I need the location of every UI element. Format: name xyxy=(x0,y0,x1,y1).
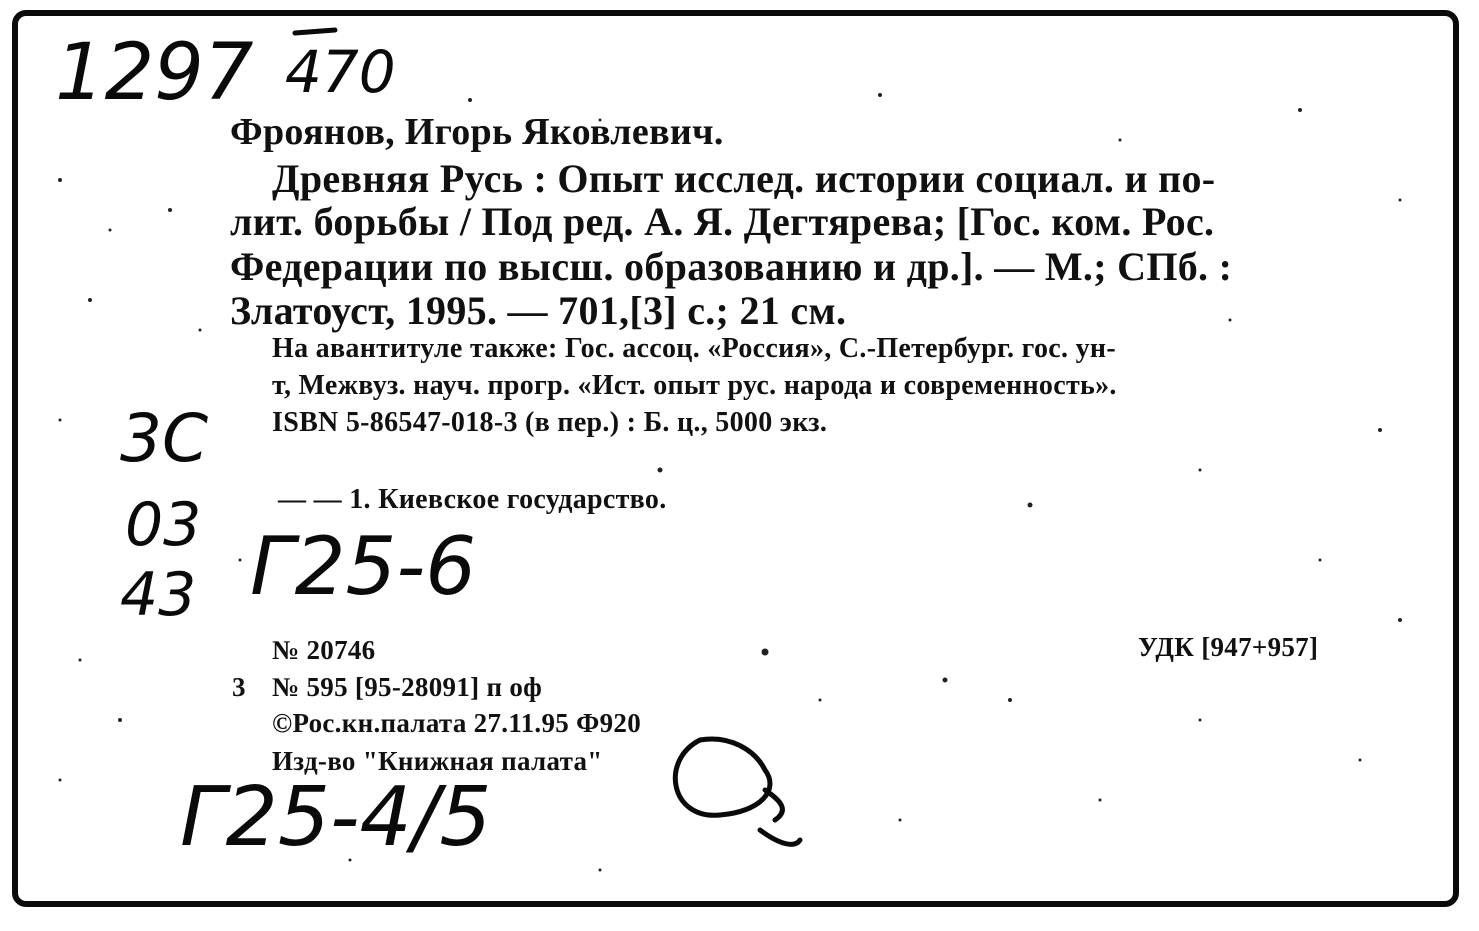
order-line: № 595 [95-28091] п оф xyxy=(272,672,543,702)
card-number: № 20746 xyxy=(272,635,376,665)
isbn-line: ISBN 5-86547-018-3 (в пер.) : Б. ц., 5000 экз. xyxy=(272,407,828,438)
note-line: На авантитуле также: Гос. ассоц. «Россия», С.-Петербург. гос. ун- xyxy=(272,333,1116,364)
copyright-line: ©Рос.кн.палата 27.11.95 Ф920 xyxy=(272,708,642,738)
title-line: Древняя Русь : Опыт исслед. истории социал. и по- xyxy=(272,156,1216,201)
handwritten-shelf-mark: Г25-4/5 xyxy=(180,770,492,865)
order-prefix: 3 xyxy=(232,672,246,702)
handwritten-shelf-number: 470 xyxy=(285,38,396,106)
handwritten-catalog-number: 1297 xyxy=(55,28,254,118)
note-line: т, Межвуз. науч. прогр. «Ист. опыт рус. народа и современность». xyxy=(272,370,1117,401)
handwritten-margin-mark: 03 xyxy=(125,490,202,560)
publisher-line: Изд-во "Книжная палата" xyxy=(272,746,603,776)
author-heading: Фроянов, Игорь Яковлевич. xyxy=(230,111,724,153)
handwritten-shelf-mark: Г25-6 xyxy=(250,520,477,613)
title-line: Федерации по высш. образованию и др.]. — М.; СПб. : xyxy=(230,244,1233,289)
title-line: Златоуст, 1995. — 701,[3] с.; 21 см. xyxy=(230,288,847,333)
udc-code: УДК [947+957] xyxy=(1138,632,1319,662)
subject-heading: — — 1. Киевское государство. xyxy=(278,484,667,515)
handwritten-margin-mark: 3С xyxy=(120,400,209,477)
title-line: лит. борьбы / Под ред. А. Я. Дегтярева; [Гос. ком. Рос. xyxy=(230,199,1215,244)
handwritten-margin-mark: 43 xyxy=(120,560,197,630)
